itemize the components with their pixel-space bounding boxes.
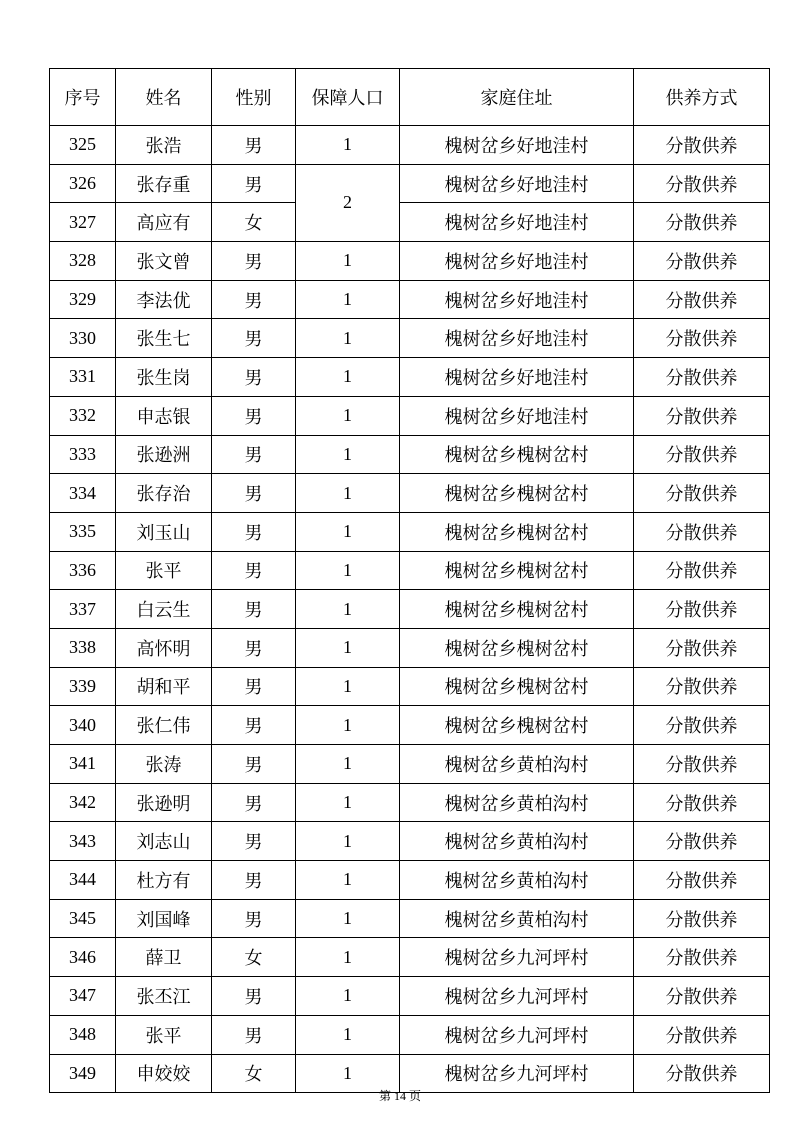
cell-mode: 分散供养: [634, 822, 770, 861]
cell-name: 张生七: [116, 319, 212, 358]
cell-count: 1: [296, 861, 400, 900]
cell-mode: 分散供养: [634, 783, 770, 822]
cell-serial: 340: [50, 706, 116, 745]
cell-address: 槐树岔乡好地洼村: [400, 126, 634, 165]
cell-name: 张生岗: [116, 358, 212, 397]
cell-count: 1: [296, 435, 400, 474]
cell-count: 1: [296, 551, 400, 590]
table-row: [50, 164, 770, 203]
cell-count: 1: [296, 474, 400, 513]
cell-name: 张浩: [116, 126, 212, 165]
cell-name: 高应有: [116, 203, 212, 242]
cell-serial: 348: [50, 1015, 116, 1054]
table-row: [50, 280, 770, 319]
cell-address: 槐树岔乡黄柏沟村: [400, 745, 634, 784]
cell-sex: 男: [212, 861, 296, 900]
cell-serial: 343: [50, 822, 116, 861]
cell-sex: 男: [212, 628, 296, 667]
cell-address: 槐树岔乡好地洼村: [400, 164, 634, 203]
cell-serial: 331: [50, 358, 116, 397]
cell-count: 1: [296, 590, 400, 629]
cell-sex: 男: [212, 551, 296, 590]
cell-count: 1: [296, 358, 400, 397]
cell-sex: 女: [212, 938, 296, 977]
cell-address: 槐树岔乡槐树岔村: [400, 590, 634, 629]
cell-address: 槐树岔乡好地洼村: [400, 203, 634, 242]
cell-address: 槐树岔乡槐树岔村: [400, 667, 634, 706]
cell-mode: 分散供养: [634, 164, 770, 203]
table-row: [50, 319, 770, 358]
table-row: [50, 358, 770, 397]
cell-serial: 327: [50, 203, 116, 242]
cell-sex: 女: [212, 203, 296, 242]
header-row: [50, 69, 770, 126]
cell-serial: 339: [50, 667, 116, 706]
cell-name: 申志银: [116, 396, 212, 435]
cell-mode: 分散供养: [634, 474, 770, 513]
cell-count: 1: [296, 706, 400, 745]
cell-sex: 男: [212, 745, 296, 784]
cell-sex: 男: [212, 706, 296, 745]
table-row: [50, 706, 770, 745]
table-row: [50, 861, 770, 900]
cell-count: 2: [296, 164, 400, 241]
cell-address: 槐树岔乡槐树岔村: [400, 474, 634, 513]
cell-count: 1: [296, 628, 400, 667]
table-row: [50, 1015, 770, 1054]
cell-name: 张平: [116, 1015, 212, 1054]
cell-count: 1: [296, 1054, 400, 1093]
cell-name: 白云生: [116, 590, 212, 629]
cell-address: 槐树岔乡槐树岔村: [400, 551, 634, 590]
cell-count: 1: [296, 126, 400, 165]
cell-name: 薛卫: [116, 938, 212, 977]
cell-sex: 男: [212, 590, 296, 629]
cell-count: 1: [296, 822, 400, 861]
cell-address: 槐树岔乡黄柏沟村: [400, 783, 634, 822]
cell-sex: 男: [212, 822, 296, 861]
cell-address: 槐树岔乡九河坪村: [400, 1015, 634, 1054]
cell-name: 张平: [116, 551, 212, 590]
cell-mode: 分散供养: [634, 977, 770, 1016]
cell-sex: 女: [212, 1054, 296, 1093]
cell-mode: 分散供养: [634, 551, 770, 590]
cell-sex: 男: [212, 164, 296, 203]
cell-address: 槐树岔乡九河坪村: [400, 938, 634, 977]
cell-address: 槐树岔乡黄柏沟村: [400, 899, 634, 938]
cell-mode: 分散供养: [634, 628, 770, 667]
cell-mode: 分散供养: [634, 745, 770, 784]
table-row: [50, 242, 770, 281]
cell-serial: 336: [50, 551, 116, 590]
header-count: 保障人口: [296, 69, 400, 126]
cell-address: 槐树岔乡槐树岔村: [400, 435, 634, 474]
cell-mode: 分散供养: [634, 126, 770, 165]
table-row: [50, 512, 770, 551]
cell-serial: 330: [50, 319, 116, 358]
cell-address: 槐树岔乡好地洼村: [400, 319, 634, 358]
header-serial: 序号: [50, 69, 116, 126]
table-row: [50, 203, 770, 242]
cell-serial: 346: [50, 938, 116, 977]
table-row: [50, 474, 770, 513]
cell-mode: 分散供养: [634, 938, 770, 977]
table-row: [50, 435, 770, 474]
cell-serial: 325: [50, 126, 116, 165]
cell-name: 张存重: [116, 164, 212, 203]
cell-count: 1: [296, 783, 400, 822]
cell-sex: 男: [212, 667, 296, 706]
cell-serial: 326: [50, 164, 116, 203]
cell-count: 1: [296, 280, 400, 319]
cell-count: 1: [296, 242, 400, 281]
cell-serial: 344: [50, 861, 116, 900]
cell-count: 1: [296, 745, 400, 784]
cell-name: 张仁伟: [116, 706, 212, 745]
cell-name: 张丕江: [116, 977, 212, 1016]
cell-serial: 342: [50, 783, 116, 822]
cell-mode: 分散供养: [634, 396, 770, 435]
cell-mode: 分散供养: [634, 203, 770, 242]
cell-serial: 335: [50, 512, 116, 551]
cell-address: 槐树岔乡好地洼村: [400, 358, 634, 397]
cell-address: 槐树岔乡好地洼村: [400, 280, 634, 319]
cell-sex: 男: [212, 358, 296, 397]
roster-table: [49, 68, 770, 1093]
table-row: [50, 551, 770, 590]
cell-serial: 341: [50, 745, 116, 784]
table-row: [50, 822, 770, 861]
cell-name: 申姣姣: [116, 1054, 212, 1093]
cell-serial: 333: [50, 435, 116, 474]
cell-name: 杜方有: [116, 861, 212, 900]
cell-sex: 男: [212, 512, 296, 551]
cell-address: 槐树岔乡槐树岔村: [400, 706, 634, 745]
cell-serial: 329: [50, 280, 116, 319]
cell-sex: 男: [212, 977, 296, 1016]
header-mode: 供养方式: [634, 69, 770, 126]
cell-name: 刘志山: [116, 822, 212, 861]
cell-count: 1: [296, 512, 400, 551]
cell-serial: 337: [50, 590, 116, 629]
cell-serial: 345: [50, 899, 116, 938]
cell-name: 李法优: [116, 280, 212, 319]
cell-mode: 分散供养: [634, 358, 770, 397]
cell-name: 高怀明: [116, 628, 212, 667]
cell-address: 槐树岔乡好地洼村: [400, 242, 634, 281]
cell-name: 张逊明: [116, 783, 212, 822]
cell-name: 刘玉山: [116, 512, 212, 551]
cell-serial: 328: [50, 242, 116, 281]
cell-sex: 男: [212, 474, 296, 513]
cell-serial: 338: [50, 628, 116, 667]
cell-serial: 347: [50, 977, 116, 1016]
cell-mode: 分散供养: [634, 1015, 770, 1054]
cell-name: 胡和平: [116, 667, 212, 706]
cell-sex: 男: [212, 396, 296, 435]
cell-mode: 分散供养: [634, 590, 770, 629]
table-row: [50, 590, 770, 629]
cell-address: 槐树岔乡好地洼村: [400, 396, 634, 435]
roster-body: [50, 126, 770, 1093]
cell-mode: 分散供养: [634, 667, 770, 706]
cell-mode: 分散供养: [634, 899, 770, 938]
cell-mode: 分散供养: [634, 512, 770, 551]
cell-mode: 分散供养: [634, 319, 770, 358]
cell-address: 槐树岔乡槐树岔村: [400, 512, 634, 551]
cell-name: 张文曾: [116, 242, 212, 281]
table-row: [50, 667, 770, 706]
cell-sex: 男: [212, 280, 296, 319]
header-address: 家庭住址: [400, 69, 634, 126]
table-row: [50, 938, 770, 977]
cell-address: 槐树岔乡槐树岔村: [400, 628, 634, 667]
cell-count: 1: [296, 977, 400, 1016]
cell-mode: 分散供养: [634, 861, 770, 900]
cell-mode: 分散供养: [634, 1054, 770, 1093]
cell-sex: 男: [212, 435, 296, 474]
cell-address: 槐树岔乡九河坪村: [400, 1054, 634, 1093]
cell-sex: 男: [212, 126, 296, 165]
cell-count: 1: [296, 319, 400, 358]
cell-mode: 分散供养: [634, 280, 770, 319]
cell-count: 1: [296, 938, 400, 977]
cell-serial: 334: [50, 474, 116, 513]
cell-serial: 349: [50, 1054, 116, 1093]
header-name: 姓名: [116, 69, 212, 126]
cell-name: 刘国峰: [116, 899, 212, 938]
cell-address: 槐树岔乡九河坪村: [400, 977, 634, 1016]
header-sex: 性别: [212, 69, 296, 126]
cell-mode: 分散供养: [634, 435, 770, 474]
cell-count: 1: [296, 1015, 400, 1054]
page-number: 第 14 页: [378, 1089, 421, 1103]
cell-sex: 男: [212, 783, 296, 822]
table-row: [50, 783, 770, 822]
cell-sex: 男: [212, 319, 296, 358]
cell-sex: 男: [212, 242, 296, 281]
cell-count: 1: [296, 667, 400, 706]
cell-serial: 332: [50, 396, 116, 435]
table-row: [50, 396, 770, 435]
cell-count: 1: [296, 396, 400, 435]
cell-address: 槐树岔乡黄柏沟村: [400, 822, 634, 861]
cell-name: 张存治: [116, 474, 212, 513]
table-row: [50, 126, 770, 165]
cell-mode: 分散供养: [634, 706, 770, 745]
cell-count: 1: [296, 899, 400, 938]
cell-address: 槐树岔乡黄柏沟村: [400, 861, 634, 900]
cell-sex: 男: [212, 1015, 296, 1054]
table-row: [50, 745, 770, 784]
table-row: [50, 899, 770, 938]
cell-name: 张逊洲: [116, 435, 212, 474]
cell-name: 张涛: [116, 745, 212, 784]
cell-sex: 男: [212, 899, 296, 938]
table-row: [50, 628, 770, 667]
table-row: [50, 977, 770, 1016]
cell-mode: 分散供养: [634, 242, 770, 281]
